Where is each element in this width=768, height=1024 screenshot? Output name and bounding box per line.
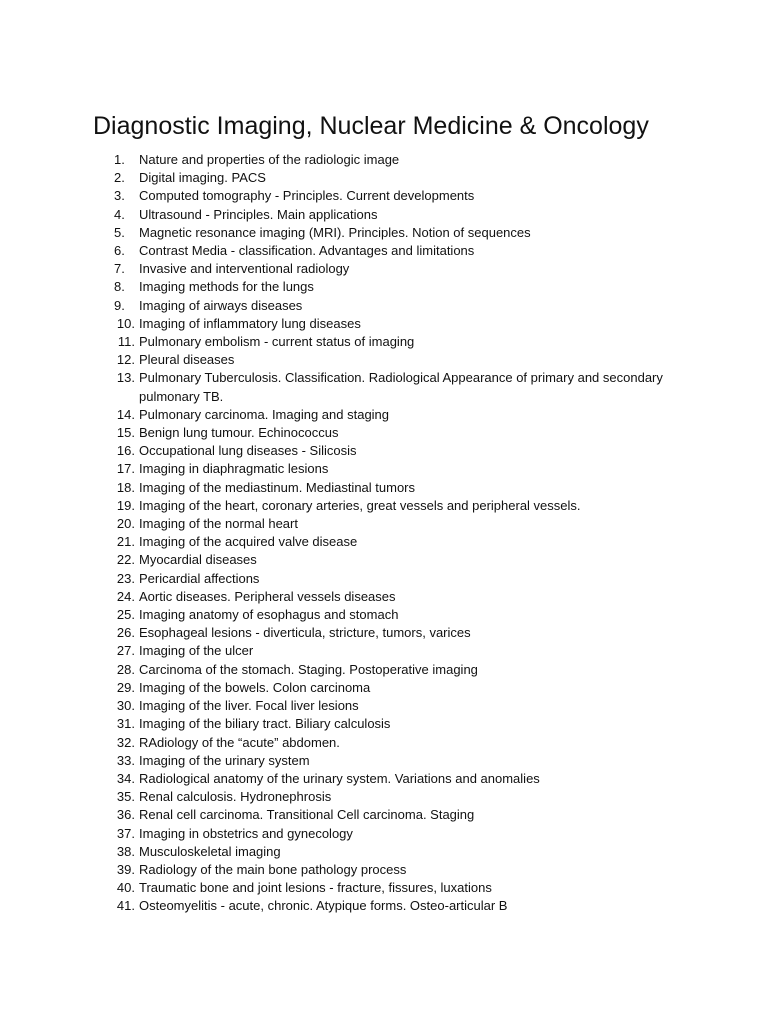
list-item xyxy=(104,424,684,442)
list-item-text: Carcinoma of the stomach. Staging. Postoperative imaging xyxy=(139,661,478,677)
list-item-number: 34. xyxy=(116,770,135,786)
list-item-number: 27. xyxy=(116,643,135,659)
list-item-number: 37. xyxy=(116,825,135,841)
list-item-number: 24. xyxy=(116,588,135,604)
list-item xyxy=(104,715,684,733)
list-item xyxy=(104,206,684,224)
list-item xyxy=(104,224,684,242)
list-item xyxy=(104,806,684,824)
list-item xyxy=(104,588,684,606)
list-item-text: Imaging of the ulcer xyxy=(139,643,254,659)
list-item xyxy=(104,642,684,660)
list-item-text: Radiology of the main bone pathology process xyxy=(139,861,407,877)
list-item-text: Traumatic bone and joint lesions - fracture, fissures, luxations xyxy=(139,880,492,896)
list-item xyxy=(104,897,684,915)
list-item xyxy=(104,242,684,260)
list-item-number: 5. xyxy=(114,224,125,240)
list-item-text: Ultrasound - Principles. Main applications xyxy=(139,206,378,222)
list-item-number: 41. xyxy=(116,898,135,914)
list-item-number: 6. xyxy=(114,243,125,259)
list-item-number: 4. xyxy=(114,206,125,222)
list-item-text: Imaging methods for the lungs xyxy=(139,279,314,295)
list-item-text: Imaging of the acquired valve disease xyxy=(139,534,358,550)
list-item-text: RAdiology of the “acute” abdomen. xyxy=(139,734,340,750)
list-item xyxy=(104,825,684,843)
list-item-text: Imaging in diaphragmatic lesions xyxy=(139,461,329,477)
list-item-text: Aortic diseases. Peripheral vessels diseases xyxy=(139,588,396,604)
list-item-number: 18. xyxy=(116,479,135,495)
list-item-number: 35. xyxy=(116,789,135,805)
list-item-number: 21. xyxy=(116,534,135,550)
list-item xyxy=(104,624,684,642)
list-item-number: 10. xyxy=(116,315,135,331)
list-item-text: Myocardial diseases xyxy=(139,552,257,568)
list-item xyxy=(104,151,684,169)
list-item-number: 20. xyxy=(116,516,135,532)
list-item-text: Benign lung tumour. Echinococcus xyxy=(139,425,339,441)
list-item-text: Pleural diseases xyxy=(139,352,235,368)
list-item xyxy=(104,570,684,588)
list-item xyxy=(104,843,684,861)
list-item-number: 3. xyxy=(114,188,125,204)
list-item xyxy=(104,533,684,551)
list-item-text: Magnetic resonance imaging (MRI). Principles. Notion of sequences xyxy=(139,224,531,240)
list-item-text: Digital imaging. PACS xyxy=(139,170,266,186)
list-item xyxy=(104,861,684,879)
list-item-number: 38. xyxy=(116,843,135,859)
list-item-text: Imaging of the liver. Focal liver lesions xyxy=(139,698,359,714)
list-item xyxy=(104,734,684,752)
list-item-text: Computed tomography - Principles. Current developments xyxy=(139,188,475,204)
list-item-text: Musculoskeletal imaging xyxy=(139,843,281,859)
list-item xyxy=(104,770,684,788)
list-item xyxy=(104,515,684,533)
list-item-text: Imaging anatomy of esophagus and stomach xyxy=(139,607,399,623)
list-item-number: 28. xyxy=(116,661,135,677)
list-item-number: 7. xyxy=(114,261,125,277)
list-item xyxy=(104,442,684,460)
list-item-text: Radiological anatomy of the urinary system. Variations and anomalies xyxy=(139,770,540,786)
list-item-number: 32. xyxy=(116,734,135,750)
list-item-number: 23. xyxy=(116,570,135,586)
list-item-number: 11. xyxy=(117,334,135,350)
list-item-text: Pulmonary embolism - current status of imaging xyxy=(139,334,415,350)
list-item-text: Imaging of inflammatory lung diseases xyxy=(139,315,361,331)
list-item-number: 40. xyxy=(116,880,135,896)
list-item-number: 19. xyxy=(116,497,135,513)
list-item-number: 31. xyxy=(116,716,135,732)
list-item-text: Invasive and interventional radiology xyxy=(139,261,350,277)
list-item-text: Imaging of the mediastinum. Mediastinal tumors xyxy=(139,479,416,495)
list-item xyxy=(104,679,684,697)
list-item xyxy=(104,315,684,333)
list-item-number: 9. xyxy=(114,297,125,313)
list-item-number: 2. xyxy=(114,170,125,186)
list-item-text: Imaging of the normal heart xyxy=(139,516,298,532)
list-item-text: Imaging of airways diseases xyxy=(139,297,303,313)
list-item-number: 16. xyxy=(116,443,135,459)
list-item-text: Imaging of the bowels. Colon carcinoma xyxy=(139,679,371,695)
list-item-number: 26. xyxy=(116,625,135,641)
list-item-number: 13. xyxy=(116,370,135,386)
list-item-number: 17. xyxy=(116,461,135,477)
list-item-text: Imaging of the urinary system xyxy=(139,752,310,768)
list-item xyxy=(104,187,684,205)
list-item xyxy=(104,606,684,624)
list-item-number: 1. xyxy=(114,152,125,167)
list-item-text: Renal calculosis. Hydronephrosis xyxy=(139,789,332,805)
list-item xyxy=(104,278,684,296)
list-item-number: 22. xyxy=(116,552,135,568)
list-item-text: Contrast Media - classification. Advantages and limitations xyxy=(139,243,475,259)
list-item xyxy=(104,697,684,715)
list-item-text: Renal cell carcinoma. Transitional Cell carcinoma. Staging xyxy=(139,807,475,823)
list-item xyxy=(104,551,684,569)
list-item xyxy=(104,460,684,478)
list-item-text: Imaging of the heart, coronary arteries, great vessels and peripheral vessels. xyxy=(139,497,581,513)
list-item xyxy=(104,752,684,770)
document-title: Diagnostic Imaging, Nuclear Medicine & Oncology xyxy=(93,112,649,140)
list-item xyxy=(104,260,684,278)
list-item-text: Occupational lung diseases - Silicosis xyxy=(139,443,357,459)
list-item-text: Nature and properties of the radiologic image xyxy=(139,152,400,167)
list-item-text: Imaging of the biliary tract. Biliary calculosis xyxy=(139,716,391,732)
list-item xyxy=(104,369,684,405)
list-item xyxy=(104,297,684,315)
list-item xyxy=(104,169,684,187)
topic-list xyxy=(104,151,684,916)
list-item xyxy=(104,351,684,369)
list-item xyxy=(104,879,684,897)
list-item-text: Esophageal lesions - diverticula, stricture, tumors, varices xyxy=(139,625,471,641)
list-item xyxy=(104,661,684,679)
list-item-text: Osteomyelitis - acute, chronic. Atypique forms. Osteo-articular B xyxy=(139,898,508,914)
list-item-number: 15. xyxy=(116,425,135,441)
list-item-text: Pericardial affections xyxy=(139,570,260,586)
list-item-number: 39. xyxy=(116,861,135,877)
list-item xyxy=(104,333,684,351)
list-item-text: Imaging in obstetrics and gynecology xyxy=(139,825,353,841)
list-item-number: 36. xyxy=(116,807,135,823)
list-item xyxy=(104,406,684,424)
list-item-number: 14. xyxy=(116,406,135,422)
list-item-number: 29. xyxy=(116,679,135,695)
list-item xyxy=(104,497,684,515)
list-item xyxy=(104,479,684,497)
list-item-number: 25. xyxy=(116,607,135,623)
list-item-text: Pulmonary carcinoma. Imaging and staging xyxy=(139,406,390,422)
list-item-text: Pulmonary Tuberculosis. Classification. Radiological Appearance of primary and secondary pulmonary TB. xyxy=(139,370,663,404)
list-item-number: 8. xyxy=(114,279,125,295)
list-item-number: 30. xyxy=(116,698,135,714)
list-item-number: 12. xyxy=(116,352,135,368)
list-item-number: 33. xyxy=(116,752,135,768)
list-item xyxy=(104,788,684,806)
